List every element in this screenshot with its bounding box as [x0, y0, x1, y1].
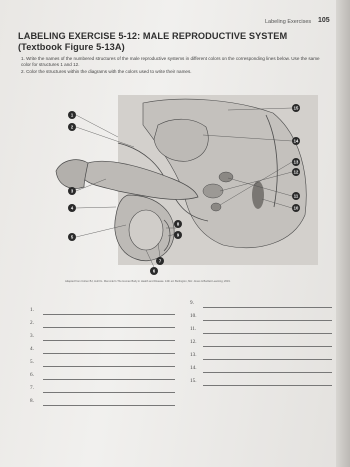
- answer-number-10: 10.: [190, 313, 197, 319]
- testis: [129, 210, 163, 250]
- write-line: [203, 372, 332, 373]
- write-line: [203, 307, 332, 308]
- answer-line-4[interactable]: [30, 346, 175, 355]
- answer-number-15: 15.: [190, 378, 197, 384]
- write-line: [43, 405, 175, 406]
- answer-number-11: 11.: [190, 326, 197, 332]
- write-line: [43, 392, 175, 393]
- answer-line-9[interactable]: [190, 300, 332, 309]
- write-line: [203, 359, 332, 360]
- callout-label-11: 11: [293, 193, 299, 199]
- write-line: [203, 320, 332, 321]
- answer-line-11[interactable]: [190, 326, 332, 335]
- callout-label-10: 10: [293, 205, 299, 211]
- page-edge: [336, 0, 350, 467]
- write-line: [43, 340, 175, 341]
- answer-line-8[interactable]: [30, 398, 175, 407]
- page-number: 105: [318, 17, 330, 24]
- answer-line-2[interactable]: [30, 320, 175, 329]
- callout-label-3: 3: [70, 188, 74, 194]
- callout-label-14: 14: [293, 138, 299, 144]
- seminal-vesicle: [219, 172, 233, 182]
- answer-line-15[interactable]: [190, 378, 332, 387]
- write-line: [203, 333, 332, 334]
- callout-label-4: 4: [70, 205, 74, 211]
- write-line: [203, 385, 332, 386]
- answer-line-5[interactable]: [30, 359, 175, 368]
- callout-label-5: 5: [70, 234, 74, 240]
- answer-line-12[interactable]: [190, 339, 332, 348]
- answer-number-6: 6.: [30, 372, 34, 378]
- callout-label-1: 1: [70, 112, 74, 118]
- answer-number-5: 5.: [30, 359, 34, 365]
- running-header: Labeling Exercises: [265, 19, 312, 25]
- write-line: [203, 346, 332, 347]
- callout-label-15: 15: [293, 105, 299, 111]
- answer-number-13: 13.: [190, 352, 197, 358]
- glans-penis: [56, 160, 88, 189]
- answer-line-7[interactable]: [30, 385, 175, 394]
- answer-line-14[interactable]: [190, 365, 332, 374]
- write-line: [43, 353, 175, 354]
- answer-line-10[interactable]: [190, 313, 332, 322]
- callout-label-8: 8: [176, 221, 180, 227]
- figure-credit: Adapted from Cohen BJ, Hull KL. Memmler's The Human Body in Health and Disease. 14th ed. Burlington, MA: Jones & Bartlett Learning; 2019.: [65, 280, 231, 283]
- male-reproductive-diagram: [48, 95, 323, 280]
- answer-number-1: 1.: [30, 307, 34, 313]
- answer-number-14: 14.: [190, 365, 197, 371]
- answer-line-3[interactable]: [30, 333, 175, 342]
- callout-label-6: 6: [152, 268, 156, 274]
- answer-number-7: 7.: [30, 385, 34, 391]
- write-line: [43, 314, 175, 315]
- exercise-title: [18, 31, 287, 53]
- answer-number-3: 3.: [30, 333, 34, 339]
- answer-number-9: 9.: [190, 300, 194, 306]
- title-line-1: LABELING EXERCISE 5-12: MALE REPRODUCTIVE SYSTEM: [18, 31, 288, 41]
- answer-number-8: 8.: [30, 398, 34, 404]
- answer-line-6[interactable]: [30, 372, 175, 381]
- bulbourethral-gland: [211, 203, 221, 211]
- callout-label-9: 9: [176, 232, 180, 238]
- answer-line-13[interactable]: [190, 352, 332, 361]
- answer-number-2: 2.: [30, 320, 34, 326]
- answer-number-12: 12.: [190, 339, 197, 345]
- answer-line-1[interactable]: [30, 307, 175, 316]
- write-line: [43, 327, 175, 328]
- write-line: [43, 366, 175, 367]
- title-line-2: (Textbook Figure 5-13A): [18, 42, 125, 52]
- callout-label-12: 12: [293, 169, 299, 175]
- instruction-1: 1. Write the names of the numbered structures of the male reproductive systems in different colors on the corresponding lines below. Use the same color for structures 1 and 12.: [21, 56, 320, 67]
- answer-number-4: 4.: [30, 346, 34, 352]
- callout-label-7: 7: [158, 258, 162, 264]
- callout-label-13: 13: [293, 159, 299, 165]
- write-line: [43, 379, 175, 380]
- callout-label-2: 2: [70, 124, 74, 130]
- instruction-2: 2. Color the structures within the diagrams with the colors used to write their names.: [21, 69, 192, 74]
